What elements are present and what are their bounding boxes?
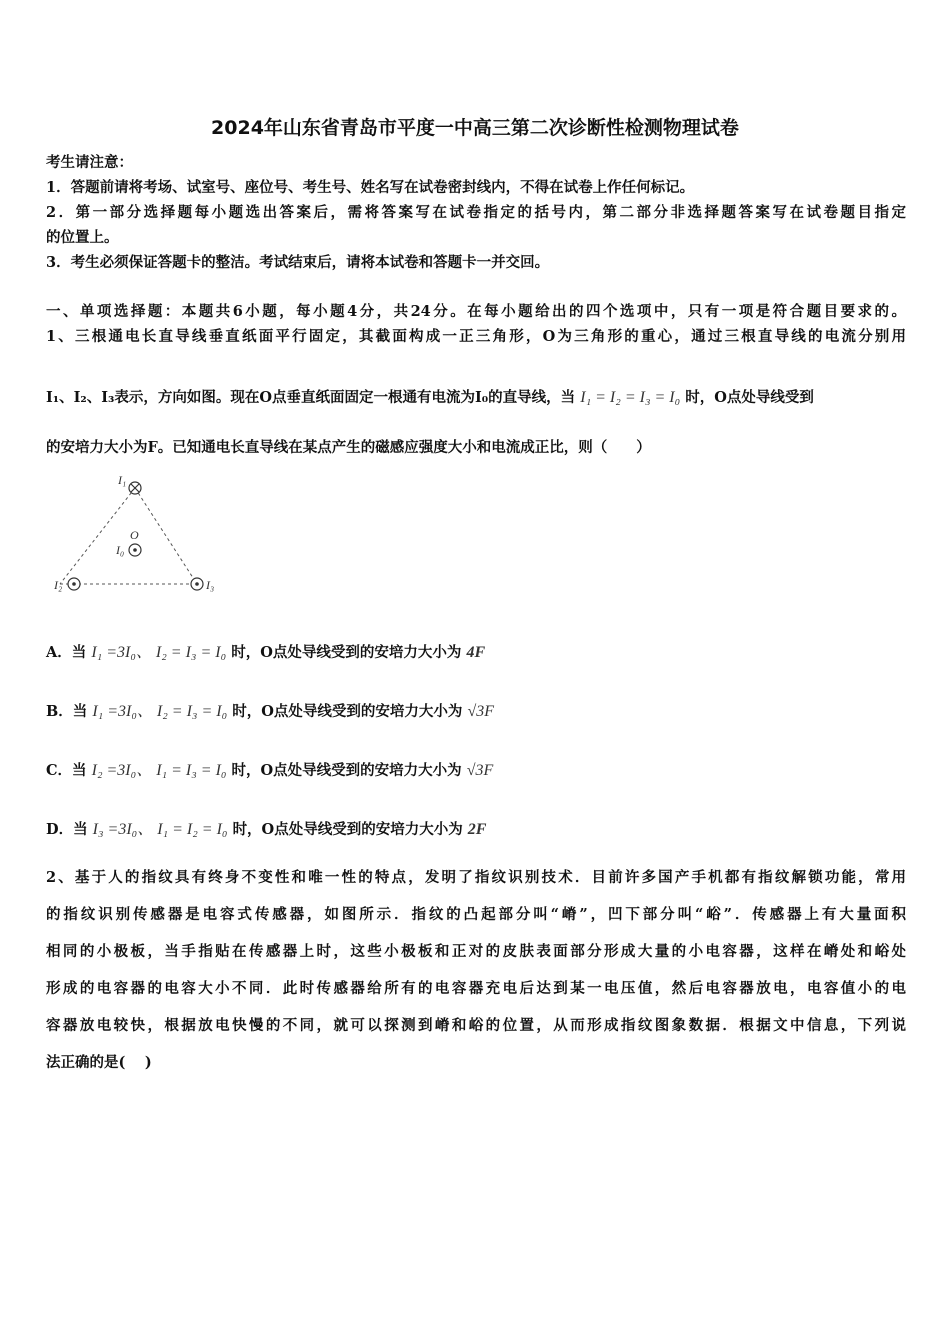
q1-option-b [46,702,906,722]
section1-heading: 一、单项选择题：本题共6小题，每小题4分，共24分。在每小题给出的四个选项中，只有一项是符合题目要求的。 [46,303,906,320]
notice-item-2: 2．第一部分选择题每小题选出答案后，需将答案写在试卷指定的括号内，第二部分非选择题答案写在试卷题目指定 [46,204,906,221]
label-i0: I₀ [116,543,125,557]
q1-option-c [46,761,906,781]
q1-option-a [46,643,906,663]
wire-i2-out-of-page-icon [68,578,80,590]
q1-line3: 的安培力大小为F。已知通电长直导线在某点产生的磁感应强度大小和电流成正比，则（ ） [46,439,651,456]
option-a-answer: 4F [466,644,486,661]
q2-line6: 法正确的是( ) [46,1054,152,1071]
label-i3: I₃ [206,578,215,592]
label-i2: I₂ [54,578,63,592]
label-o: O [130,528,139,542]
q1-line1: 1、三根通电长直导线垂直纸面平行固定，其截面构成一正三角形，O为三角形的重心，通过三根直导线的电流分别用 [46,328,906,345]
q1-line2 [46,388,906,408]
option-b-label: B．当 [46,703,88,720]
triangle-wires-diagram [40,472,230,600]
label-i1: I₁ [118,473,127,487]
q1-option-d [46,820,906,840]
option-d-equation: I₃ =3I₀、 I₁ = I₂ = I₀ [92,821,228,838]
option-a-equation: I₁ =3I₀、 I₂ = I₃ = I₀ [91,644,227,661]
q2-line5: 容器放电较快，根据放电快慢的不同，就可以探测到嵴和峪的位置，从而形成指纹图象数据．根据文中信息，下列说 [46,1017,906,1034]
q2-line3: 相同的小极板，当手指贴在传感器上时，这些小极板和正对的皮肤表面部分形成大量的小电容器，这样在嵴处和峪处 [46,943,906,960]
option-b-equation: I₁ =3I₀、 I₂ = I₃ = I₀ [92,703,228,720]
option-a-text: 时，O点处导线受到的安培力大小为 [231,644,462,661]
q2-line1: 2、基于人的指纹具有终身不变性和唯一性的特点，发明了指纹识别技术．目前许多国产手机都有指纹解锁功能，常用 [46,869,906,886]
option-d-text: 时，O点处导线受到的安培力大小为 [232,821,463,838]
option-d-label: D．当 [46,821,88,838]
option-d-answer: 2F [467,821,487,838]
wire-i0-out-of-page-icon [129,544,141,556]
wire-i1-into-page-icon [129,482,141,494]
exam-title: 2024年山东省青岛市平度一中高三第二次诊断性检测物理试卷 [211,117,739,139]
q1-condition-equation: I₁ = I₂ = I₃ = I₀ [580,389,681,406]
q1-line2-a: I₁、I₂、I₃表示，方向如图。现在O点垂直纸面固定一根通有电流为I₀的直导线，当 [46,389,576,406]
notice-item-2-cont: 的位置上。 [46,229,119,246]
option-c-equation: I₂ =3I₀、 I₁ = I₃ = I₀ [91,762,227,779]
notice-heading: 考生请注意： [46,154,133,171]
wire-i3-out-of-page-icon [191,578,203,590]
notice-item-3: 3．考生必须保证答题卡的整洁。考试结束后，请将本试卷和答题卡一并交回。 [46,254,550,271]
option-c-answer: √3F [466,762,494,779]
q2-line2: 的指纹识别传感器是电容式传感器，如图所示．指纹的凸起部分叫“嵴”，凹下部分叫“峪”．传感器上有大量面积 [46,906,906,923]
option-c-text: 时，O点处导线受到的安培力大小为 [231,762,462,779]
q2-line4: 形成的电容器的电容大小不同．此时传感器给所有的电容器充电后达到某一电压值，然后电容器放电，电容值小的电 [46,980,906,997]
option-c-label: C．当 [46,762,87,779]
q1-line2-b: 时，O点处导线受到 [685,389,814,406]
option-a-label: A．当 [46,644,87,661]
notice-item-1: 1．答题前请将考场、试室号、座位号、考生号、姓名写在试卷密封线内，不得在试卷上作任何标记。 [46,179,695,196]
option-b-answer: √3F [467,703,495,720]
option-b-text: 时，O点处导线受到的安培力大小为 [232,703,463,720]
